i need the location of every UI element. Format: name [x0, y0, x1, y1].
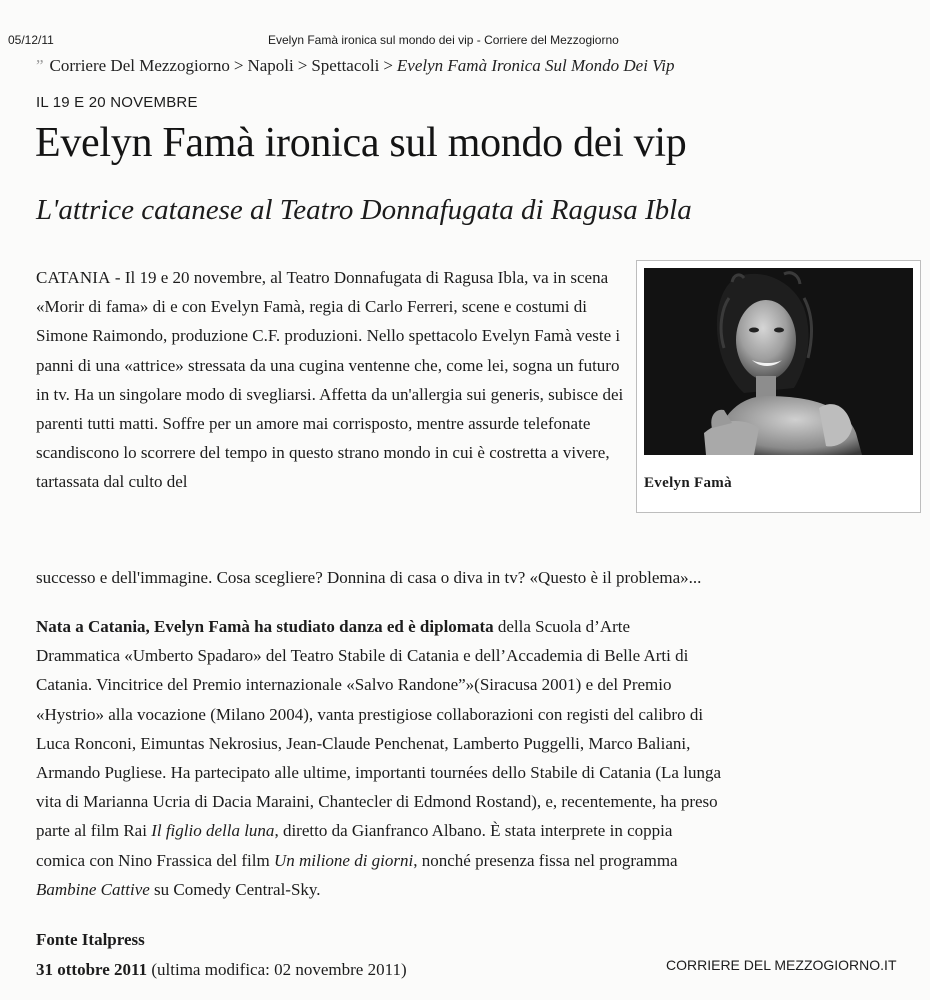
photo-caption: Evelyn Famà: [644, 475, 732, 491]
bio-line: Drammatica «Umberto Spadaro» del Teatro Stabile di Catania e dell’Accademia di Belle Arti di: [36, 646, 689, 666]
article-source: Fonte Italpress: [36, 930, 145, 949]
photo-box: [636, 260, 921, 513]
breadcrumb-quote-icon: ”: [36, 56, 44, 75]
footer-site-name: CORRIERE DEL MEZZOGIORNO.IT: [666, 957, 897, 973]
program-title: Bambine Cattive: [36, 879, 150, 899]
article-lead-last-line: successo e dell'immagine. Cosa scegliere? Donnina di casa o diva in tv? «Questo è il problema»...: [36, 568, 702, 587]
print-date: 05/12/11: [8, 33, 54, 47]
article-modified: (ultima modifica: 02 novembre 2011): [147, 960, 407, 979]
breadcrumb-current: Evelyn Famà Ironica Sul Mondo Dei Vip: [396, 56, 675, 75]
print-page-title: Evelyn Famà ironica sul mondo dei vip - Corriere del Mezzogiorno: [268, 33, 619, 47]
actress-photo: [644, 268, 913, 455]
bio-text: parte al film Rai: [36, 821, 152, 841]
article-bio: [36, 612, 926, 904]
breadcrumb-separator: >: [233, 56, 244, 75]
article-lead: [36, 263, 636, 497]
bio-text: , nonché presenza fissa nel programma: [413, 850, 678, 870]
bio-text: su Comedy Central-Sky.: [149, 879, 321, 899]
film-title: Il figlio della luna: [151, 821, 275, 841]
breadcrumb-item-spettacoli[interactable]: Spettacoli: [311, 56, 380, 75]
breadcrumb-separator: >: [297, 56, 308, 75]
breadcrumb-item-napoli[interactable]: Napoli: [247, 56, 294, 75]
breadcrumb-item-home[interactable]: Corriere Del Mezzogiorno: [49, 56, 230, 75]
bio-line: [36, 612, 926, 641]
bio-line: vita di Marianna Ucria di Dacia Maraini, Chantecler di Edmond Rostand), e, recentemente, ha preso: [36, 792, 718, 812]
article-date-line: [36, 960, 407, 980]
film-title: Un milione di giorni: [273, 850, 414, 870]
bio-line: [36, 846, 926, 875]
dateline-place: CATANIA: [36, 268, 111, 287]
bio-line: Armando Pugliese. Ha partecipato alle ultime, importanti tournées dello Stabile di Catania (La lunga: [36, 763, 721, 783]
bio-text: della Scuola d’Arte: [493, 617, 631, 636]
breadcrumb: [36, 56, 675, 76]
bio-line: [36, 875, 926, 904]
bio-line: Luca Ronconi, Eimuntas Nekrosius, Jean-Claude Penchenat, Lamberto Puggelli, Marco Baliani,: [36, 733, 691, 753]
dateline-dash: -: [110, 268, 125, 287]
bio-bold-intro: Nata a Catania, Evelyn Famà ha studiato danza ed è diplomata: [36, 617, 494, 636]
lead-body: Il 19 e 20 novembre, al Teatro Donnafugata di Ragusa Ibla, va in scena «Morir di fama» di e con Evelyn Famà, regia di Carlo Ferreri, scene e costumi di Simone Raimondo, produzione C.F. produzioni. Nello spettacolo Evelyn Famà veste i panni di una «attrice» stressata da una cugina ventenne che, come lei, sogna un futuro in tv. Ha un singolare modo di svegliarsi. Affetta da un'allergia sui generis, subisce dei parenti tutti matti. Soffre per un amore mai corrisposto, mentre assurde telefonate scandiscono lo scorrere del tempo in questo strano mondo in cui è costretta a vivere, tartassata dal culto del: [36, 268, 624, 492]
bio-line: [36, 816, 926, 845]
bio-line: «Hystrio» alla vocazione (Milano 2004), vanta prestigiose collaborazioni con registi del calibro di: [36, 704, 704, 724]
bio-line: Catania. Vincitrice del Premio internazionale «Salvo Randone”»(Siracusa 2001) e del Premio: [36, 675, 672, 695]
article-subhead: L'attrice catanese al Teatro Donnafugata di Ragusa Ibla: [36, 194, 692, 226]
article-date: 31 ottobre 2011: [36, 960, 148, 979]
breadcrumb-separator: >: [383, 56, 393, 75]
article-kicker: IL 19 E 20 NOVEMBRE: [36, 94, 198, 111]
article-headline: Evelyn Famà ironica sul mondo dei vip: [35, 120, 687, 166]
bio-text: comica con Nino Frassica del film: [36, 850, 274, 870]
bio-text: , diretto da Gianfranco Albano. È stata interprete in coppia: [274, 821, 673, 841]
